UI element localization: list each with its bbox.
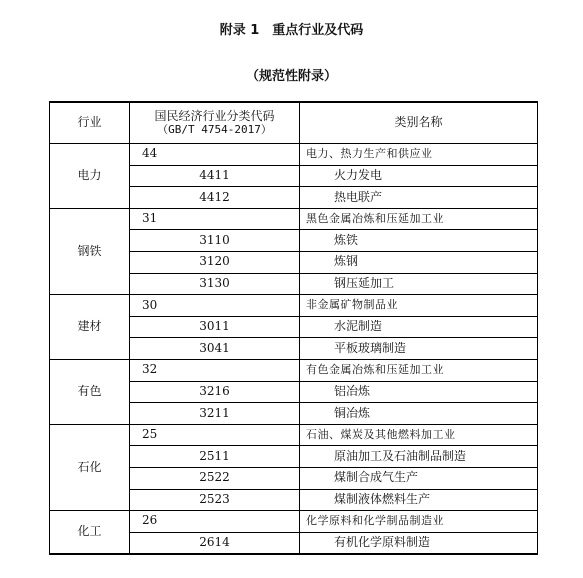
minor-code-cell: 3110 (130, 230, 300, 252)
major-code-cell: 31 (130, 208, 300, 230)
major-code-cell: 26 (130, 511, 300, 533)
minor-category-name-cell: 平板玻璃制造 (300, 338, 538, 360)
industry-cell: 电力 (50, 144, 130, 209)
appendix-subtitle: （规范性附录） (245, 69, 337, 84)
minor-category-name-cell: 炼钢 (300, 251, 538, 273)
major-category-name-cell: 有色金属冶炼和压延加工业 (300, 359, 538, 381)
minor-category-name-cell: 火力发电 (300, 165, 538, 187)
minor-code-cell: 4411 (130, 165, 300, 187)
major-category-name-cell: 化学原料和化学制品制造业 (300, 511, 538, 533)
industry-cell: 建材 (50, 295, 130, 360)
table-row (50, 359, 538, 381)
minor-category-name-cell: 有机化学原料制造 (300, 532, 538, 554)
minor-category-name-cell: 铝冶炼 (300, 381, 538, 403)
major-code-cell: 44 (130, 144, 300, 166)
major-category-name-cell: 石油、煤炭及其他燃料加工业 (300, 424, 538, 446)
header-code-standard: （GB/T 4754-2017） (157, 122, 272, 136)
minor-category-name-cell: 煤制合成气生产 (300, 467, 538, 489)
minor-code-cell: 3211 (130, 403, 300, 425)
minor-category-name-cell: 水泥制造 (300, 316, 538, 338)
header-category-name: 类别名称 (300, 102, 538, 144)
industry-cell: 石化 (50, 424, 130, 510)
table-body (50, 144, 538, 555)
minor-code-cell: 3120 (130, 251, 300, 273)
minor-code-cell: 4412 (130, 187, 300, 209)
minor-category-name-cell: 煤制液体燃料生产 (300, 489, 538, 511)
minor-category-name-cell: 铜冶炼 (300, 403, 538, 425)
minor-code-cell: 2523 (130, 489, 300, 511)
major-code-cell: 25 (130, 424, 300, 446)
major-category-name-cell: 黑色金属冶炼和压延加工业 (300, 208, 538, 230)
header-code-label: 国民经济行业分类代码 (154, 108, 275, 123)
minor-code-cell: 3130 (130, 273, 300, 295)
minor-category-name-cell: 炼铁 (300, 230, 538, 252)
table-row (50, 424, 538, 446)
table-row (50, 295, 538, 317)
major-code-cell: 30 (130, 295, 300, 317)
appendix-title: 附录 1 重点行业及代码 (219, 23, 364, 38)
minor-code-cell: 3216 (130, 381, 300, 403)
minor-category-name-cell: 钢压延加工 (300, 273, 538, 295)
minor-code-cell: 3041 (130, 338, 300, 360)
table-row (50, 511, 538, 533)
header-code (130, 102, 300, 144)
table-row (50, 208, 538, 230)
major-code-cell: 32 (130, 359, 300, 381)
table-row (50, 144, 538, 166)
minor-category-name-cell: 原油加工及石油制品制造 (300, 446, 538, 468)
major-category-name-cell: 电力、热力生产和供应业 (300, 144, 538, 166)
industry-cell: 钢铁 (50, 208, 130, 294)
industry-cell: 有色 (50, 359, 130, 424)
minor-code-cell: 2522 (130, 467, 300, 489)
minor-code-cell: 2614 (130, 532, 300, 554)
industry-code-table (49, 101, 538, 555)
industry-cell: 化工 (50, 511, 130, 555)
header-industry: 行业 (50, 102, 130, 144)
major-category-name-cell: 非金属矿物制品业 (300, 295, 538, 317)
minor-code-cell: 3011 (130, 316, 300, 338)
table-header-row (50, 102, 538, 144)
minor-code-cell: 2511 (130, 446, 300, 468)
minor-category-name-cell: 热电联产 (300, 187, 538, 209)
